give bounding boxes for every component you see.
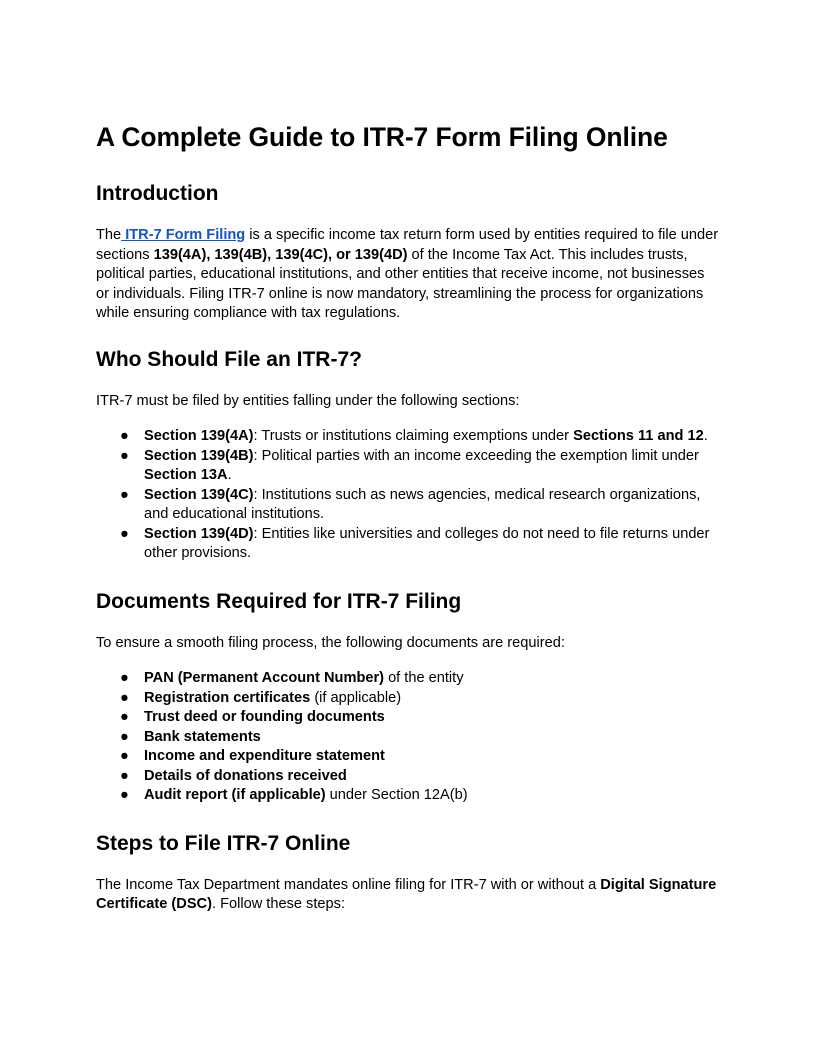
list-item-text: : Institutions such as news agencies, medical research organizations, and educational institutions. [144, 486, 701, 522]
list-item [96, 747, 720, 767]
list-item-text: : Political parties with an income exceeding the exemption limit under [253, 447, 699, 464]
bullet-icon: ● [120, 670, 129, 686]
who-should-file-list [96, 427, 720, 564]
intro-text-middle: is a specific income tax return form used by entities required to file under sections [96, 227, 719, 263]
list-item-bold: Section 139(4B) [144, 447, 254, 464]
list-item [96, 708, 720, 728]
list-item-bold: Sections 11 and 12 [573, 428, 704, 444]
steps-dsc-bold: Digital Signature Certificate (DSC) [96, 876, 717, 912]
list-item-text: : Trusts or institutions claiming exemptions under [253, 428, 574, 444]
list-item-text: : Entities like universities and colleges do not need to file returns under other provisions. [144, 525, 710, 561]
list-item-bold: Details of donations received [144, 767, 347, 784]
list-item [96, 447, 720, 486]
list-item [96, 669, 720, 689]
list-item-text: of the entity [384, 670, 464, 686]
bullet-icon: ● [120, 728, 129, 745]
list-item-bold: Section 13A [144, 467, 228, 483]
bullet-icon: ● [120, 767, 129, 784]
list-item-bold: Section 139(4C) [144, 486, 254, 503]
documents-required-intro: To ensure a smooth filing process, the following documents are required: [96, 634, 565, 651]
list-item [96, 427, 720, 447]
bullet-icon: ● [120, 525, 129, 542]
bullet-icon: ● [120, 447, 129, 464]
list-item-bold: Section 139(4A) [144, 428, 254, 444]
list-item [96, 689, 720, 709]
intro-text-end: of the Income Tax Act. This includes trusts, political parties, educational institutions, and other entities that receive income, not businesses or individuals. Filing ITR-7 online is now mandatory, streamlining the process for organizations while ensuring compliance with tax regulations. [96, 246, 705, 321]
list-item-text: (if applicable) [310, 689, 402, 706]
bullet-icon: ● [120, 787, 129, 803]
document-title: A Complete Guide to ITR-7 Form Filing Online [96, 122, 668, 152]
list-item [96, 525, 720, 564]
list-item-bold: Registration certificates [144, 689, 311, 706]
intro-sections-bold: 139(4A), 139(4B), 139(4C), or 139(4D) [153, 246, 408, 263]
list-item [96, 786, 720, 806]
bullet-icon: ● [120, 709, 129, 725]
section-heading-introduction: Introduction [96, 182, 219, 205]
document-page [96, 120, 720, 915]
steps-text-end: . Follow these steps: [211, 896, 345, 912]
list-item-text: . [227, 467, 232, 483]
list-item-text: under Section 12A(b) [325, 787, 468, 803]
bullet-icon: ● [120, 428, 129, 444]
introduction-paragraph [96, 226, 720, 324]
bullet-icon: ● [120, 689, 129, 706]
list-item [96, 767, 720, 787]
steps-text-start: The Income Tax Department mandates online filing for ITR-7 with or without a [96, 876, 601, 893]
list-item [96, 486, 720, 525]
intro-text-start: The [96, 227, 122, 243]
who-should-file-intro: ITR-7 must be filed by entities falling under the following sections: [96, 392, 520, 409]
documents-required-list [96, 669, 720, 806]
list-item-bold: Income and expenditure statement [144, 748, 385, 764]
section-heading-who-should-file: Who Should File an ITR-7? [96, 347, 362, 371]
bullet-icon: ● [120, 748, 129, 764]
section-heading-steps: Steps to File ITR-7 Online [96, 831, 351, 855]
list-item-bold: Audit report (if applicable) [144, 787, 326, 803]
steps-intro-paragraph [96, 876, 720, 915]
list-item-bold: Section 139(4D) [144, 525, 254, 542]
bullet-icon: ● [120, 486, 129, 503]
list-item-text: . [703, 428, 708, 444]
list-item [96, 728, 720, 748]
itr7-form-filing-link[interactable]: ITR-7 Form Filing [121, 227, 246, 243]
list-item-bold: Bank statements [144, 728, 261, 745]
list-item-bold: PAN (Permanent Account Number) [144, 670, 385, 686]
section-heading-documents-required: Documents Required for ITR-7 Filing [96, 589, 462, 613]
list-item-bold: Trust deed or founding documents [144, 709, 385, 725]
